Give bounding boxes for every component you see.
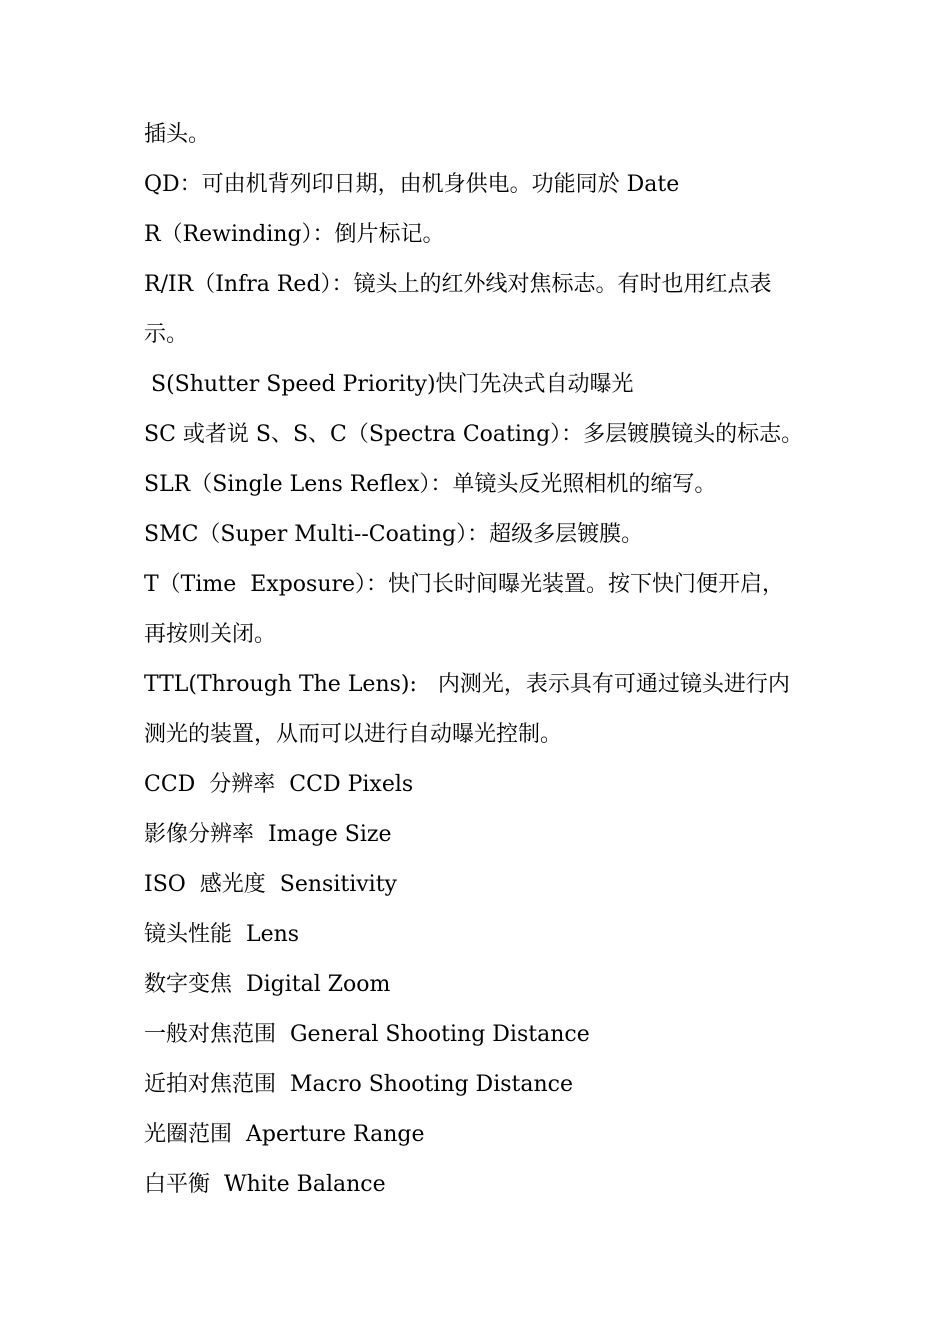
text-line: 光圈范围 Aperture Range	[144, 1122, 425, 1147]
text-line: 镜头性能 Lens	[144, 922, 300, 947]
text-line: 白平衡 White Balance	[144, 1172, 386, 1197]
text-line: 数字变焦 Digital Zoom	[144, 972, 391, 997]
text-line: R/IR（Infra Red）：镜头上的红外线对焦标志。有时也用红点表	[144, 272, 772, 297]
text-line: 插头。	[144, 122, 211, 147]
text-line: R（Rewinding）：倒片标记。	[144, 222, 445, 247]
text-line: SC 或者说 S、S、C（Spectra Coating）：多层镀膜镜头的标志。	[144, 422, 804, 447]
text-line: 示。	[144, 322, 189, 347]
text-line: ISO 感光度 Sensitivity	[144, 872, 397, 897]
text-line: S(Shutter Speed Priority)快门先决式自动曝光	[144, 372, 634, 397]
text-line: TTL(Through The Lens): 内测光，表示具有可通过镜头进行内	[144, 672, 790, 697]
text-line: 一般对焦范围 General Shooting Distance	[144, 1022, 590, 1047]
text-line: SMC（Super Multi--Coating）：超级多层镀膜。	[144, 522, 644, 547]
text-line: 影像分辨率 Image Size	[144, 822, 392, 847]
document-body	[144, 110, 814, 1210]
text-line: SLR（Single Lens Reflex）：单镜头反光照相机的缩写。	[144, 472, 717, 497]
text-line: 再按则关闭。	[144, 622, 277, 647]
text-line: 近拍对焦范围 Macro Shooting Distance	[144, 1072, 573, 1097]
text-line: QD：可由机背列印日期，由机身供电。功能同於 Date	[144, 172, 680, 197]
text-line: CCD 分辨率 CCD Pixels	[144, 772, 414, 797]
text-line: 测光的装置，从而可以进行自动曝光控制。	[144, 722, 563, 747]
text-line: T（Time Exposure）：快门长时间曝光装置。按下快门便开启，	[144, 572, 785, 597]
